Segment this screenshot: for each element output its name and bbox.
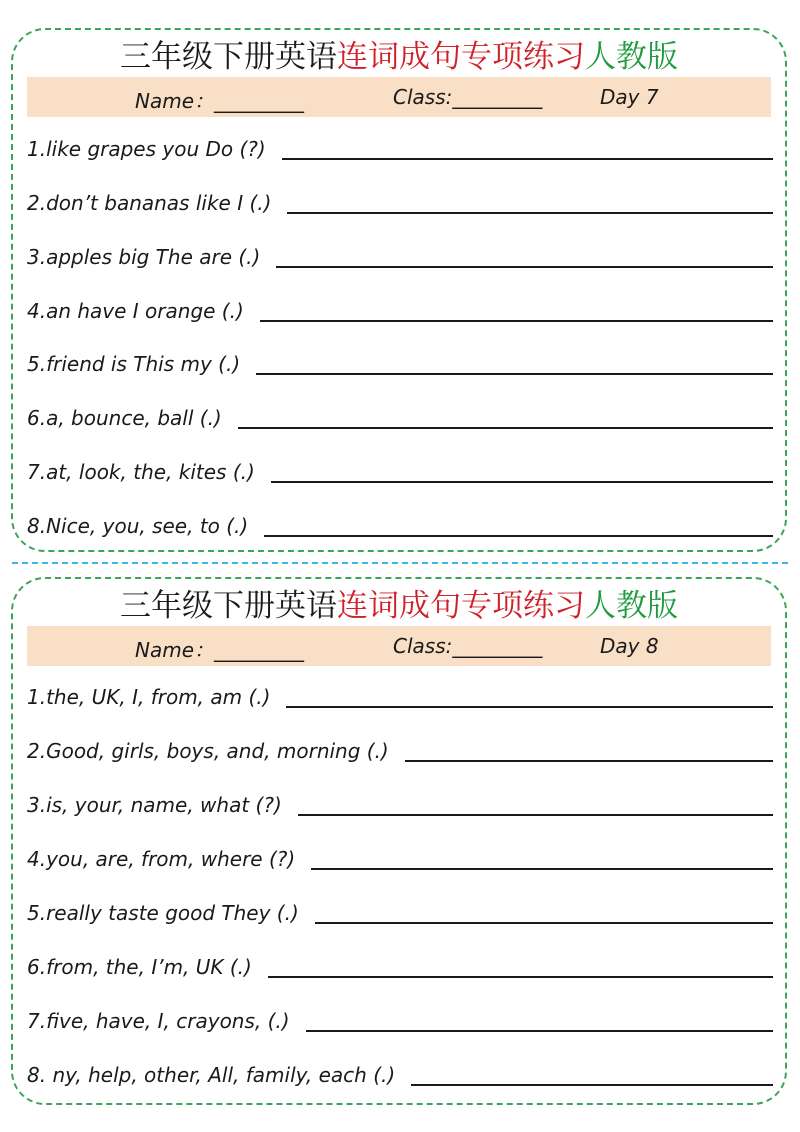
- title-topic: 连词成句专项练习: [337, 39, 585, 75]
- question-text: 7.five, have, I, crayons, (.): [27, 1009, 290, 1033]
- question-item: [27, 788, 773, 818]
- question-text: 3.apples big The are (.): [27, 245, 261, 269]
- day-label: Day 7: [600, 85, 659, 109]
- day-label: Day 8: [600, 634, 659, 658]
- answer-line[interactable]: [287, 212, 773, 214]
- answer-line[interactable]: [411, 1084, 773, 1086]
- answer-line[interactable]: [306, 1030, 773, 1032]
- info-band: [27, 77, 771, 117]
- question-item: [27, 347, 773, 377]
- class-field[interactable]: Class:_________: [393, 85, 543, 109]
- question-text: 8.Nice, you, see, to (.): [27, 514, 249, 538]
- title-topic: 连词成句专项练习: [337, 588, 585, 624]
- question-text: 3.is, your, name, what (?): [27, 793, 282, 817]
- question-item: [27, 734, 773, 764]
- question-item: [27, 294, 773, 324]
- question-item: [27, 509, 773, 539]
- name-field[interactable]: Name：_________: [135, 89, 305, 113]
- question-item: [27, 950, 773, 980]
- question-text: 7.at, look, the, kites (.): [27, 460, 255, 484]
- answer-line[interactable]: [282, 158, 773, 160]
- answer-line[interactable]: [311, 868, 773, 870]
- question-text: 6.from, the, I’m, UK (.): [27, 955, 252, 979]
- question-text: 2.Good, girls, boys, and, morning (.): [27, 739, 389, 763]
- question-text: 4.an have I orange (.): [27, 299, 244, 323]
- answer-line[interactable]: [268, 976, 773, 978]
- answer-line[interactable]: [298, 814, 773, 816]
- question-item: [27, 842, 773, 872]
- question-text: 5.really taste good They (.): [27, 901, 299, 925]
- answer-line[interactable]: [238, 427, 773, 429]
- answer-line[interactable]: [276, 266, 773, 268]
- question-item: [27, 401, 773, 431]
- answer-line[interactable]: [286, 706, 773, 708]
- question-item: [27, 186, 773, 216]
- cut-line-divider: [12, 562, 788, 564]
- question-text: 1.like grapes you Do (?): [27, 137, 266, 161]
- question-item: [27, 896, 773, 926]
- name-field[interactable]: Name：_________: [135, 638, 305, 662]
- question-text: 8. ny, help, other, All, family, each (.): [27, 1063, 396, 1087]
- worksheet-day-8: [11, 577, 787, 1105]
- answer-line[interactable]: [264, 535, 773, 537]
- class-field[interactable]: Class:_________: [393, 634, 543, 658]
- question-text: 6.a, bounce, ball (.): [27, 406, 222, 430]
- question-item: [27, 240, 773, 270]
- title-edition: 人教版: [585, 39, 678, 75]
- title-edition: 人教版: [585, 588, 678, 624]
- question-item: [27, 455, 773, 485]
- question-item: [27, 132, 773, 162]
- question-item: [27, 1004, 773, 1034]
- title-grade: 三年级下册英语: [120, 588, 337, 624]
- answer-line[interactable]: [256, 373, 773, 375]
- worksheet-day-7: [11, 28, 787, 552]
- question-item: [27, 1058, 773, 1088]
- worksheet-title: [13, 36, 785, 78]
- title-grade: 三年级下册英语: [120, 39, 337, 75]
- answer-line[interactable]: [315, 922, 773, 924]
- question-text: 1.the, UK, I, from, am (.): [27, 685, 271, 709]
- question-text: 4.you, are, from, where (?): [27, 847, 296, 871]
- answer-line[interactable]: [271, 481, 773, 483]
- question-text: 5.friend is This my (.): [27, 352, 241, 376]
- info-band: [27, 626, 771, 666]
- question-item: [27, 680, 773, 710]
- worksheet-title: [13, 585, 785, 627]
- question-text: 2.don’t bananas like I (.): [27, 191, 272, 215]
- answer-line[interactable]: [260, 320, 773, 322]
- answer-line[interactable]: [405, 760, 773, 762]
